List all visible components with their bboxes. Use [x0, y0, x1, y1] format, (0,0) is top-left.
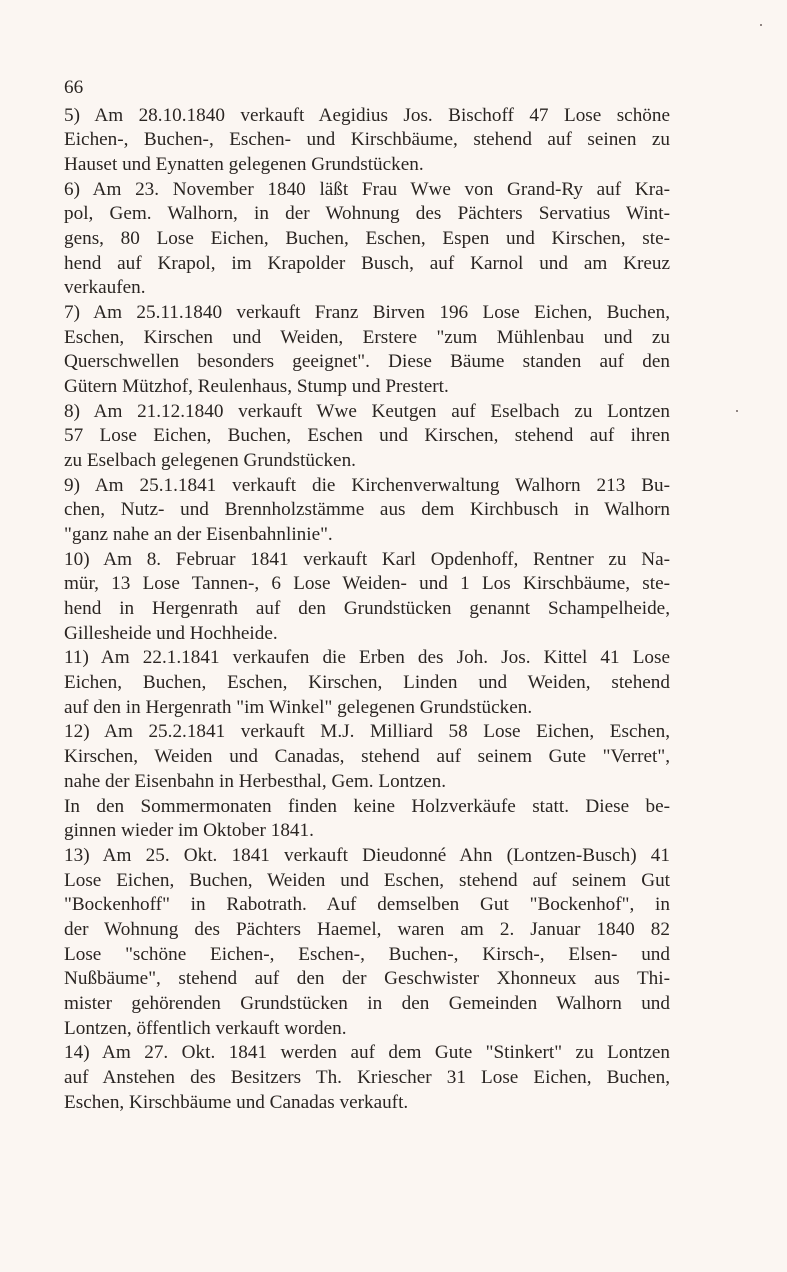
text-line: 9) Am 25.1.1841 verkauft die Kirchenverwaltung Walhorn 213 Bu-: [64, 474, 670, 496]
text-line: 13) Am 25. Okt. 1841 verkauft Dieudonné Ahn (Lontzen-Busch) 41: [64, 844, 670, 866]
text-line: mister gehörenden Grundstücken in den Gemeinden Walhorn und: [64, 992, 670, 1014]
text-line: Lose "schöne Eichen-, Eschen-, Buchen-, Kirsch-, Elsen- und: [64, 943, 670, 965]
text-line: chen, Nutz- und Brennholzstämme aus dem Kirchbusch in Walhorn: [64, 499, 670, 521]
page-number: 66: [64, 77, 84, 98]
text-line: 5) Am 28.10.1840 verkauft Aegidius Jos. Bischoff 47 Lose schöne: [64, 104, 670, 126]
text-line: mür, 13 Lose Tannen-, 6 Lose Weiden- und 1 Los Kirschbäume, ste-: [64, 573, 670, 595]
text-line: pol, Gem. Walhorn, in der Wohnung des Pächters Servatius Wint-: [64, 203, 670, 225]
text-line: Lontzen, öffentlich verkauft worden.: [64, 1017, 347, 1039]
page-text-block: [64, 76, 670, 1115]
text-line: Gütern Mützhof, Reulenhaus, Stump und Prestert.: [64, 376, 449, 398]
text-line: 12) Am 25.2.1841 verkauft M.J. Milliard 58 Lose Eichen, Eschen,: [64, 721, 670, 743]
paragraph-lines: [64, 104, 670, 1116]
text-line: auf den in Hergenrath "im Winkel" gelegenen Grundstücken.: [64, 696, 533, 718]
text-line: zu Eselbach gelegenen Grundstücken.: [64, 450, 356, 472]
text-line: 57 Lose Eichen, Buchen, Eschen und Kirschen, stehend auf ihren: [64, 425, 670, 447]
text-line: 10) Am 8. Februar 1841 verkauft Karl Opdenhoff, Rentner zu Na-: [64, 548, 670, 570]
text-line: "ganz nahe an der Eisenbahnlinie".: [64, 524, 333, 546]
text-line: Kirschen, Weiden und Canadas, stehend auf seinem Gute "Verret",: [64, 746, 670, 768]
text-line: Eichen-, Buchen-, Eschen- und Kirschbäume, stehend auf seinen zu: [64, 129, 670, 151]
text-line: 11) Am 22.1.1841 verkaufen die Erben des Joh. Jos. Kittel 41 Lose: [64, 647, 670, 669]
text-line: 7) Am 25.11.1840 verkauft Franz Birven 196 Lose Eichen, Buchen,: [64, 302, 670, 324]
text-line: hend auf Krapol, im Krapolder Busch, auf Karnol und am Kreuz: [64, 252, 670, 274]
text-line: hend in Hergenrath auf den Grundstücken genannt Schampelheide,: [64, 598, 670, 620]
text-line: "Bockenhoff" in Rabotrath. Auf demselben Gut "Bockenhof", in: [64, 894, 670, 916]
text-line: 8) Am 21.12.1840 verkauft Wwe Keutgen auf Eselbach zu Lontzen: [64, 400, 670, 422]
text-line: der Wohnung des Pächters Haemel, waren am 2. Januar 1840 82: [64, 918, 670, 940]
text-line: Eichen, Buchen, Eschen, Kirschen, Linden und Weiden, stehend: [64, 672, 670, 694]
text-line: nahe der Eisenbahn in Herbesthal, Gem. Lontzen.: [64, 770, 447, 792]
text-line: Querschwellen besonders geeignet". Diese Bäume standen auf den: [64, 351, 670, 373]
text-line: ginnen wieder im Oktober 1841.: [64, 820, 314, 842]
text-line: auf Anstehen des Besitzers Th. Kriescher 31 Lose Eichen, Buchen,: [64, 1066, 670, 1088]
text-line: Gillesheide und Hochheide.: [64, 622, 278, 644]
text-line: gens, 80 Lose Eichen, Buchen, Eschen, Espen und Kirschen, ste-: [64, 228, 670, 250]
text-line: Eschen, Kirschbäume und Canadas verkauft.: [64, 1091, 409, 1113]
text-line: Hauset und Eynatten gelegenen Grundstücken.: [64, 154, 424, 176]
text-line: verkaufen.: [64, 277, 146, 299]
paper-speck: [736, 410, 738, 412]
text-line: Eschen, Kirschen und Weiden, Erstere "zum Mühlenbau und zu: [64, 326, 670, 348]
text-line: Lose Eichen, Buchen, Weiden und Eschen, stehend auf seinem Gut: [64, 869, 670, 891]
text-line: Nußbäume", stehend auf den der Geschwister Xhonneux aus Thi-: [64, 968, 670, 990]
text-line: 14) Am 27. Okt. 1841 werden auf dem Gute "Stinkert" zu Lontzen: [64, 1042, 670, 1064]
text-line: In den Sommermonaten finden keine Holzverkäufe statt. Diese be-: [64, 795, 670, 817]
text-line: 6) Am 23. November 1840 läßt Frau Wwe von Grand-Ry auf Kra-: [64, 178, 670, 200]
paper-speck: [760, 24, 762, 26]
